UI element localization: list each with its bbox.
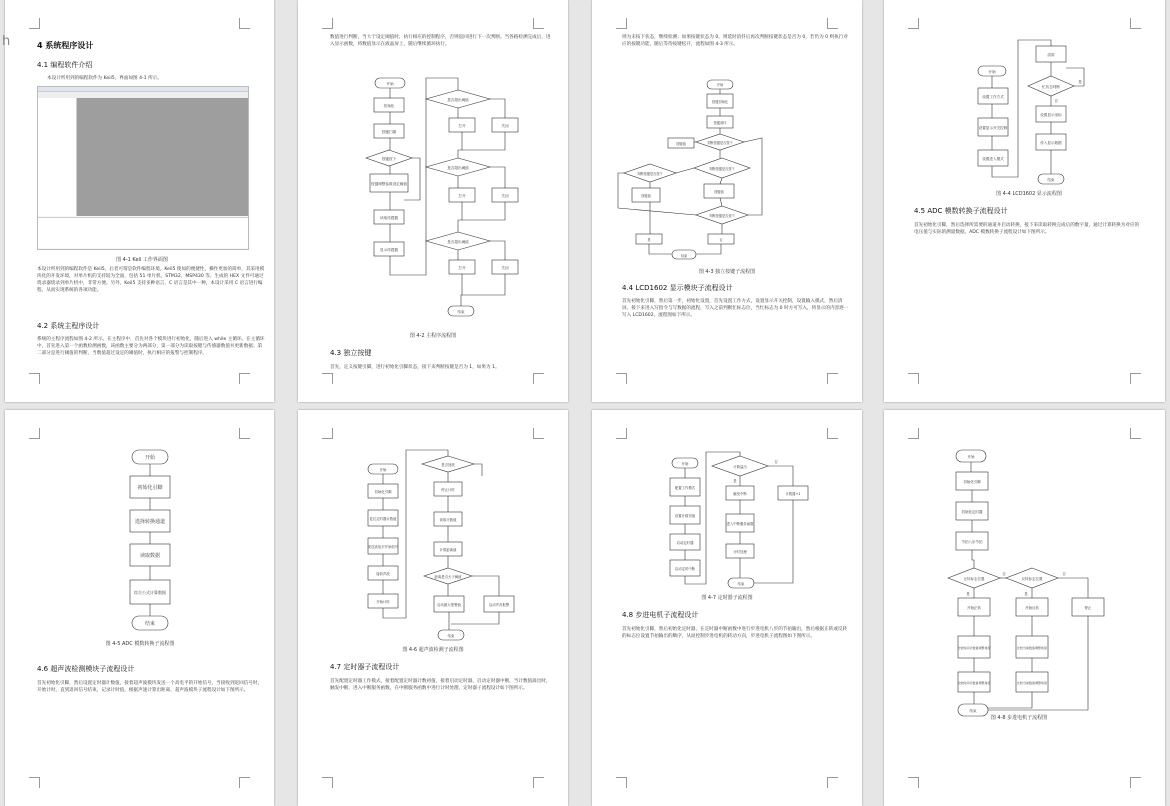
crop-mark (616, 18, 627, 29)
figure-caption: 图 4-7 定时器子流程图 (701, 595, 753, 601)
flow-label: 初始化引脚 (963, 480, 981, 484)
ide-project-panel (38, 98, 77, 216)
flow-label: 按键值 (714, 190, 724, 194)
flow-label: 打开 (458, 266, 466, 270)
flow-label: 计时处理 (733, 550, 747, 554)
crop-mark (908, 777, 919, 788)
body-paragraph: 首先初始化引脚，然后初始化定时器，在定时器中断函数中进行步进电机八步的节拍输出，然后根据正转或反转的标志位设置节拍输出的顺序，从而控制步进电机的转动方向，步进电机子流程图如下图所示。 (622, 627, 848, 639)
flow-label: 复位定时器计数值 (369, 517, 397, 521)
crop-mark (1130, 777, 1141, 788)
flow-label: 设置显示开关控制 (978, 126, 1008, 130)
flow-label: 比较当前数值调整角度 (1016, 681, 1048, 685)
crop-mark (239, 428, 250, 439)
flow-label: 是 (1024, 592, 1028, 596)
flow-label: 按键扫描 (381, 130, 397, 134)
flow-label: 初始化引脚 (374, 490, 392, 494)
flow-label: 配置工作模式 (674, 486, 696, 490)
keil-screenshot (37, 86, 249, 250)
flow-label: 比较当前数值调整角度 (1016, 646, 1048, 650)
flow-label: 启动定时器 (676, 541, 694, 545)
crop-mark (322, 777, 333, 788)
flow-label: 开始正转 (967, 606, 981, 610)
flow-label: 按键调整参数设定阈值 (371, 182, 407, 186)
body-paragraph: 系统的主程序流程如图 4-2 所示。在主程序中，首先对各个模块进行初始化，随后进入 while 主循环。在主循环中，首先进入第一个函数检测函数，该函数主要分为两部分，第一部分为读取按键与传感器数值并更新数据；第二部分是进行阈值的判断，当数值超过设定的阈值时，执行相应的报警与控制程序。 (37, 337, 265, 356)
flow-label: 初始化定时器 (961, 510, 983, 514)
key-flowchart (592, 78, 862, 268)
ultrasonic-flowchart (298, 446, 568, 646)
flow-label: 关闭 (501, 194, 509, 198)
crop-mark (533, 18, 544, 29)
flow-label: 关闭 (501, 124, 509, 128)
flow-label: 触发中断 (733, 492, 747, 496)
flow-label: 节拍八步节拍 (961, 540, 983, 544)
flow-label: 按键值 (641, 194, 651, 198)
document-page-7 (592, 410, 862, 806)
section-heading: 4.6 超声波检测模块子流程设计 (37, 665, 135, 673)
figure-caption: 图 4-2 主程序流程图 (409, 333, 457, 339)
ide-editor-area (77, 98, 248, 216)
flow-label: 判断按键是否按下 (637, 172, 663, 176)
flow-label: 是否超出阈值 (447, 166, 469, 170)
flow-label: 按键初始化 (712, 100, 728, 104)
flow-label: 启动声音报警 (488, 603, 510, 607)
lcd-flowchart (884, 32, 1165, 192)
section-heading: 4.3 独立按键 (330, 349, 372, 357)
crop-mark (908, 373, 919, 384)
flow-label: 开始计时 (376, 600, 390, 604)
ide-build-output (38, 217, 248, 248)
crop-mark (616, 373, 627, 384)
timer-flowchart (592, 450, 862, 600)
crop-mark (239, 18, 250, 29)
flow-label: 清屏 (1047, 53, 1055, 57)
body-paragraph: 首先配置定时器工作模式，接着配置定时器计数初值，接着启动定时器，启动定时器中断，当计数值溢出时，触发中断，进入中断服务函数，在中断服务函数中进行计时处理，定时器子流程设计如下图所示。 (330, 679, 551, 691)
document-page-8 (884, 410, 1165, 806)
document-page-5 (5, 410, 274, 806)
section-heading: 4.4 LCD1602 显示模块子流程设计 (622, 284, 733, 292)
crop-mark (827, 18, 838, 29)
section-heading: 4.2 系统主程序设计 (37, 322, 100, 330)
intro-text: 本设计所用到的编程软件为 Keil5，界面如图 4-1 所示。 (47, 76, 162, 81)
figure-caption: 图 4-4 LCD1602 显示流程图 (996, 191, 1062, 197)
crop-mark (322, 373, 333, 384)
flow-label: 计数溢出 (733, 465, 747, 469)
crop-mark (29, 777, 40, 788)
flow-label: 开始 (681, 462, 689, 466)
body-paragraph: 首先初始化引脚，然后选择所需要的通道并启动转换，接下来读取转换完成后的数字量，通过计算转换为对应的电压值与实际的测量数据，ADC 模数转换子流程设计如下图所示。 (914, 223, 1140, 235)
section-heading: 4.1 编程软件介绍 (37, 61, 93, 69)
flow-label: 判断按键是否按下 (709, 167, 735, 171)
section-heading: 4.8 步进电机子流程设计 (622, 611, 699, 619)
flow-label: 选择转换通道 (134, 519, 166, 525)
crop-mark (827, 373, 838, 384)
flow-label: 否 (1054, 99, 1058, 103)
section-heading: 4.5 ADC 模数转换子流程设计 (914, 207, 1008, 215)
figure-caption: 图 4-8 步进电机子流程图 (990, 715, 1048, 721)
figure-caption: 图 4-5 ADC 模数转换子流程图 (105, 641, 175, 647)
flow-label: 设置工作方式 (982, 95, 1004, 99)
crop-mark (1130, 373, 1141, 384)
flow-label: 开始 (379, 468, 387, 472)
document-page-6 (298, 410, 568, 806)
flow-label: 设置显示坐标 (1040, 113, 1062, 117)
flow-label: 开始 (144, 455, 156, 461)
flow-label: 否 (1062, 572, 1066, 576)
flow-label: 忙状态判断 (1042, 85, 1060, 89)
crop-mark (616, 428, 627, 439)
crop-mark (827, 777, 838, 788)
flow-label: 启动最大报警值 (437, 603, 461, 607)
flow-label: 按键消抖 (713, 121, 727, 125)
flow-label: 初始化引脚 (137, 485, 163, 491)
flow-label: 判断按键是否按下 (709, 214, 735, 218)
flow-label: 关闭 (501, 266, 509, 270)
body-paragraph: 数值进行判断，当大于设定阈值时，执行相应的控制程序，否则返回进行下一次判断。当各路检测完成后，进入显示函数，将数值显示在液晶屏上，随后继续循环执行。 (330, 35, 551, 47)
flow-label: 计数器+1 (785, 492, 801, 496)
flow-label: 设置进入模式 (982, 157, 1004, 161)
flow-label: 开始反转 (1025, 606, 1039, 610)
crop-mark (322, 18, 333, 29)
flow-label: 读取数据 (139, 553, 161, 559)
flow-label: 传入显示数据 (1040, 141, 1062, 145)
flow-label: 是否回波 (441, 463, 455, 467)
flow-label: 比较时间计数值调整角度 (957, 681, 991, 685)
flow-label: 进入中断服务函数 (726, 522, 754, 526)
flow-label: 停止计时 (441, 488, 455, 492)
side-ruler-mark: h (2, 34, 11, 49)
flow-label: 判断按键是否按下 (707, 141, 733, 145)
section-heading: 4.7 定时器子流程设计 (330, 663, 400, 671)
stepper-flowchart (884, 446, 1165, 726)
crop-mark (1130, 18, 1141, 29)
flow-label: 启动定时中断 (674, 567, 696, 571)
flow-label: 结束 (969, 709, 977, 713)
flow-label: 结束 (447, 634, 455, 638)
flow-label: 正转标志位置 (963, 577, 985, 581)
figure-caption: 图 4-3 独立按键子流程图 (698, 269, 756, 275)
flow-label: 打开 (458, 124, 466, 128)
figure-caption: 图 4-1 Keil 工作界面图 (116, 257, 168, 263)
flow-label: 结束 (680, 254, 688, 258)
crop-mark (616, 777, 627, 788)
flow-label: 是 (647, 238, 651, 242)
main-flowchart (298, 70, 568, 330)
adc-flowchart (5, 446, 274, 646)
flow-label: 计算距离值 (439, 548, 457, 552)
flow-label: 设置计数初值 (674, 514, 696, 518)
document-page-1 (5, 0, 274, 402)
crop-mark (29, 18, 40, 29)
flow-label: 距离是否大于阈值 (434, 575, 462, 579)
flow-label: 开始 (967, 455, 975, 459)
flow-label: 反转标志位置 (1021, 577, 1043, 581)
flow-label: 打开 (458, 194, 466, 198)
body-paragraph: 首先初始化引脚，然后第一步，初始化设置，首先设置工作方式，设置显示开关控制，设置输入模式，然后清屏。接下来进入写指令与写数据的流程，写入之前判断忙标志位，当忙标志为 0 时方可写入，将显示的内容逐一写入 LCD1602，流程图如下所示。 (622, 299, 849, 318)
document-page-2 (298, 0, 568, 402)
flow-label: 开始 (716, 83, 724, 87)
crop-mark (827, 428, 838, 439)
flow-label: 结束 (457, 310, 465, 314)
flow-label: 开始 (988, 70, 996, 74)
flow-label: 是 (966, 592, 970, 596)
flow-label: 按键按下 (381, 157, 397, 161)
flow-label: 否 (1002, 572, 1006, 576)
flow-label: 是 (1078, 80, 1082, 84)
document-page-4 (884, 0, 1165, 402)
flow-label: 停止 (1084, 606, 1092, 610)
flow-label: 开始 (386, 82, 394, 86)
flow-label: 比较时间计数值调整角度 (957, 646, 991, 650)
flow-label: 按键值 (676, 142, 686, 146)
body-paragraph: 首先，定义按键引脚，进行初始化引脚状态，接下来判断按键是否为 1，如果为 1。 (330, 365, 500, 370)
body-paragraph: 首先初始化引脚，然后设置定时器计数值，接着超声波模块发送一个高电平的开始信号，当接收到返回信号时，开始计时，直到返回信号结束，记录计时值，根据声速计算出距离，超声波模块子流程设计如下图所示。 (37, 681, 263, 693)
flow-label: 否 (719, 238, 723, 242)
flow-label: 是否超出阈值 (447, 98, 469, 102)
flow-label: 发送高电平开始信号 (367, 545, 399, 549)
crop-mark (29, 428, 40, 439)
crop-mark (1130, 428, 1141, 439)
flow-label: 接收声波 (376, 572, 390, 576)
flow-label: 结束 (144, 621, 156, 627)
flow-label: 读取计数值 (439, 518, 457, 522)
flow-label: 初始化 (383, 104, 395, 108)
crop-mark (533, 777, 544, 788)
flow-label: 是否超出阈值 (447, 240, 469, 244)
flow-label: 是 (733, 479, 737, 483)
body-paragraph: 则为未按下状态，继续检测；如果按键状态为 0，则延时消抖后再次判断按键状态是否为 0，若仍为 0 则执行对应的按键功能，随后等待按键松开，流程如图 4-3 所示。 (622, 35, 848, 47)
crop-mark (322, 428, 333, 439)
document-page-3 (592, 0, 862, 402)
crop-mark (908, 428, 919, 439)
body-paragraph: 本设计所用到的编程软件是 Keil5。后者可谓是软件编程环境。Keil5 使如的便捷性，操作更加的简单，其采用模块化的开发环境，对单片机的支持较为全面，包括 51 单片机、STM32、MSP430 等。生成的 HEX 文件可通过烧录器烧录到单片机中，非常方便。另外，Keil5 支持多种语言，C 语言是其中一种，本设计采用 C 语言进行编程，从而实现系统的各项功能。 (37, 267, 265, 293)
crop-mark (908, 18, 919, 29)
crop-mark (533, 428, 544, 439)
figure-caption: 图 4-6 超声波检测子流程图 (402, 647, 464, 653)
flow-label: 显示传感器 (380, 248, 398, 252)
flow-label: 否 (774, 460, 778, 464)
crop-mark (239, 777, 250, 788)
chapter-heading: 4 系统程序设计 (37, 41, 94, 50)
flow-label: 结束 (737, 582, 745, 586)
flow-label: 读取传感器 (380, 216, 398, 220)
flow-label: 综合公式计算数据 (134, 590, 166, 595)
crop-mark (533, 373, 544, 384)
flow-label: 结束 (1047, 178, 1055, 182)
